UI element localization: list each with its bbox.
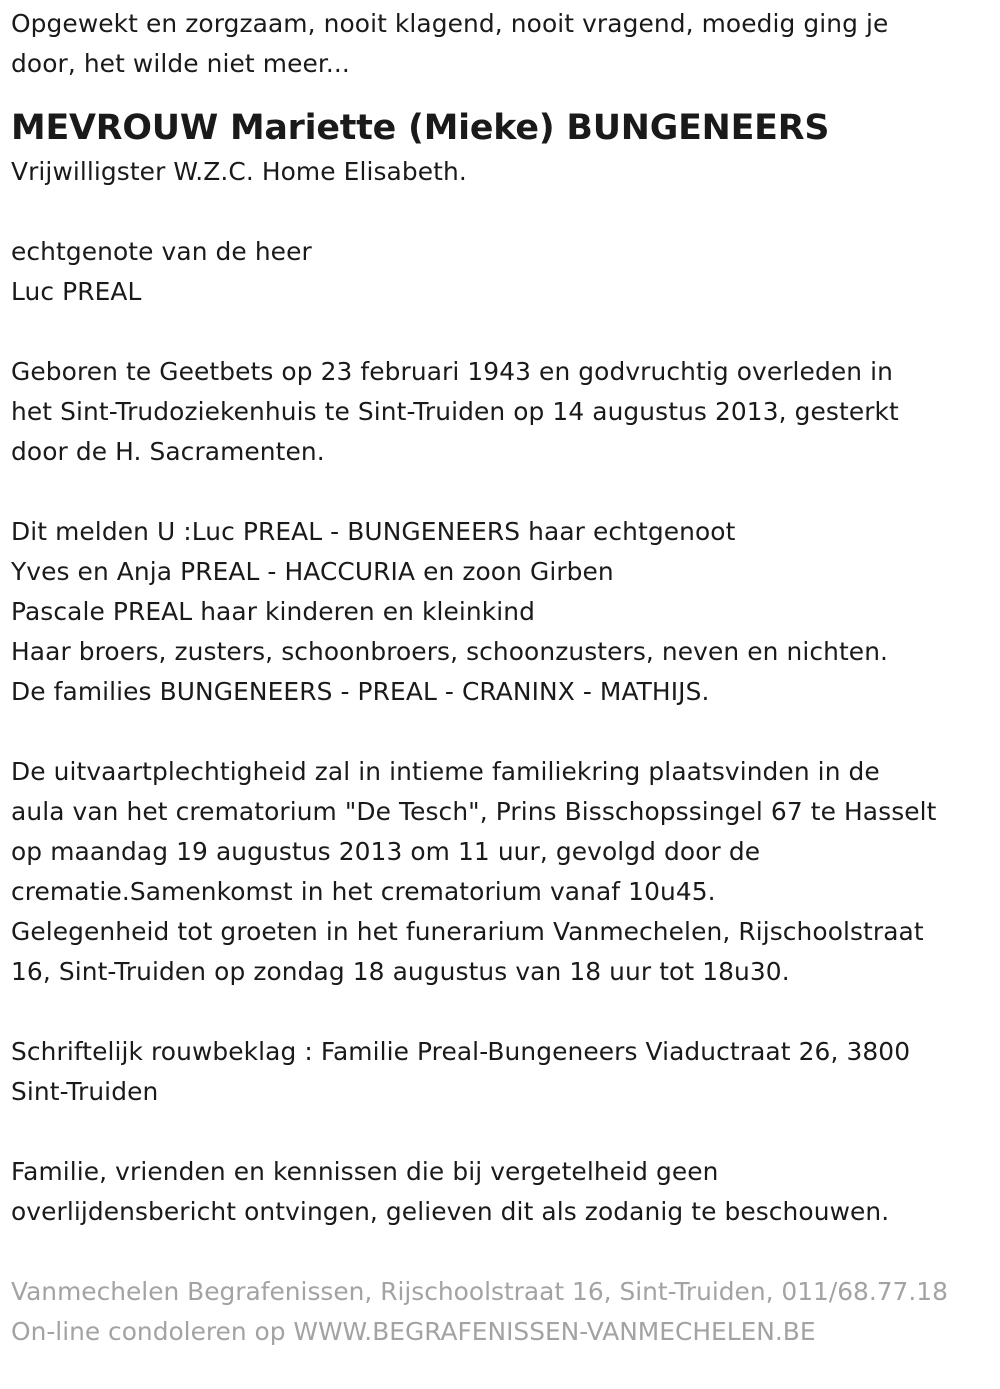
birth-death-line: Geboren te Geetbets op 23 februari 1943 en godvruchtig overleden in (11, 357, 893, 386)
condolences-line: Schriftelijk rouwbeklag : Familie Preal-Bungeneers Viaductraat 26, 3800 (11, 1037, 911, 1066)
notice-line: Familie, vrienden en kennissen die bij vergetelheid geen (11, 1157, 719, 1186)
announcer-line: De families BUNGENEERS - PREAL - CRANINX - MATHIJS. (11, 677, 710, 706)
motto-line: Opgewekt en zorgzaam, nooit klagend, nooit vragend, moedig ging je (11, 9, 889, 38)
spacer (11, 712, 996, 752)
obituary-document (11, 4, 996, 1352)
spacer (11, 312, 996, 352)
funeral-line: crematie.Samenkomst in het crematorium vanaf 10u45. (11, 877, 716, 906)
announcer-line: Dit melden U :Luc PREAL - BUNGENEERS haar echtgenoot (11, 517, 736, 546)
announcer-line: Pascale PREAL haar kinderen en kleinkind (11, 597, 535, 626)
deceased-block (11, 104, 996, 192)
funeral-block (11, 752, 996, 992)
funeral-home-contact: Vanmechelen Begrafenissen, Rijschoolstraat 16, Sint-Truiden, 011/68.77.18 (11, 1277, 948, 1306)
funeral-line: 16, Sint-Truiden op zondag 18 augustus van 18 uur tot 18u30. (11, 957, 790, 986)
funeral-line: op maandag 19 augustus 2013 om 11 uur, gevolgd door de (11, 837, 761, 866)
spacer (11, 992, 996, 1032)
funeral-line: aula van het crematorium "De Tesch", Prins Bisschopssingel 67 te Hasselt (11, 797, 937, 826)
motto-block (11, 4, 996, 84)
announcer-line: Haar broers, zusters, schoonbroers, schoonzusters, neven en nichten. (11, 637, 889, 666)
deceased-name: MEVROUW Mariette (Mieke) BUNGENEERS (11, 108, 830, 148)
online-condolence-link[interactable]: On-line condoleren op WWW.BEGRAFENISSEN-VANMECHELEN.BE (11, 1317, 816, 1346)
birth-death-line: het Sint-Trudoziekenhuis te Sint-Truiden op 14 augustus 2013, gesterkt (11, 397, 899, 426)
birth-death-block (11, 352, 996, 472)
spouse-name: Luc PREAL (11, 277, 142, 306)
announcer-line: Yves en Anja PREAL - HACCURIA en zoon Girben (11, 557, 614, 586)
spacer (11, 192, 996, 232)
condolences-block (11, 1032, 996, 1112)
spacer (11, 1112, 996, 1152)
funeral-line: De uitvaartplechtigheid zal in intieme familiekring plaatsvinden in de (11, 757, 880, 786)
spouse-block (11, 232, 996, 312)
footer (11, 1272, 996, 1352)
announcers-block (11, 512, 996, 712)
spacer (11, 472, 996, 512)
condolences-line: Sint-Truiden (11, 1077, 159, 1106)
deceased-role: Vrijwilligster W.Z.C. Home Elisabeth. (11, 157, 467, 186)
funeral-line: Gelegenheid tot groeten in het funerarium Vanmechelen, Rijschoolstraat (11, 917, 924, 946)
motto-line: door, het wilde niet meer... (11, 49, 350, 78)
birth-death-line: door de H. Sacramenten. (11, 437, 325, 466)
notice-line: overlijdensbericht ontvingen, gelieven dit als zodanig te beschouwen. (11, 1197, 890, 1226)
notice-block (11, 1152, 996, 1232)
spouse-line: echtgenote van de heer (11, 237, 312, 266)
